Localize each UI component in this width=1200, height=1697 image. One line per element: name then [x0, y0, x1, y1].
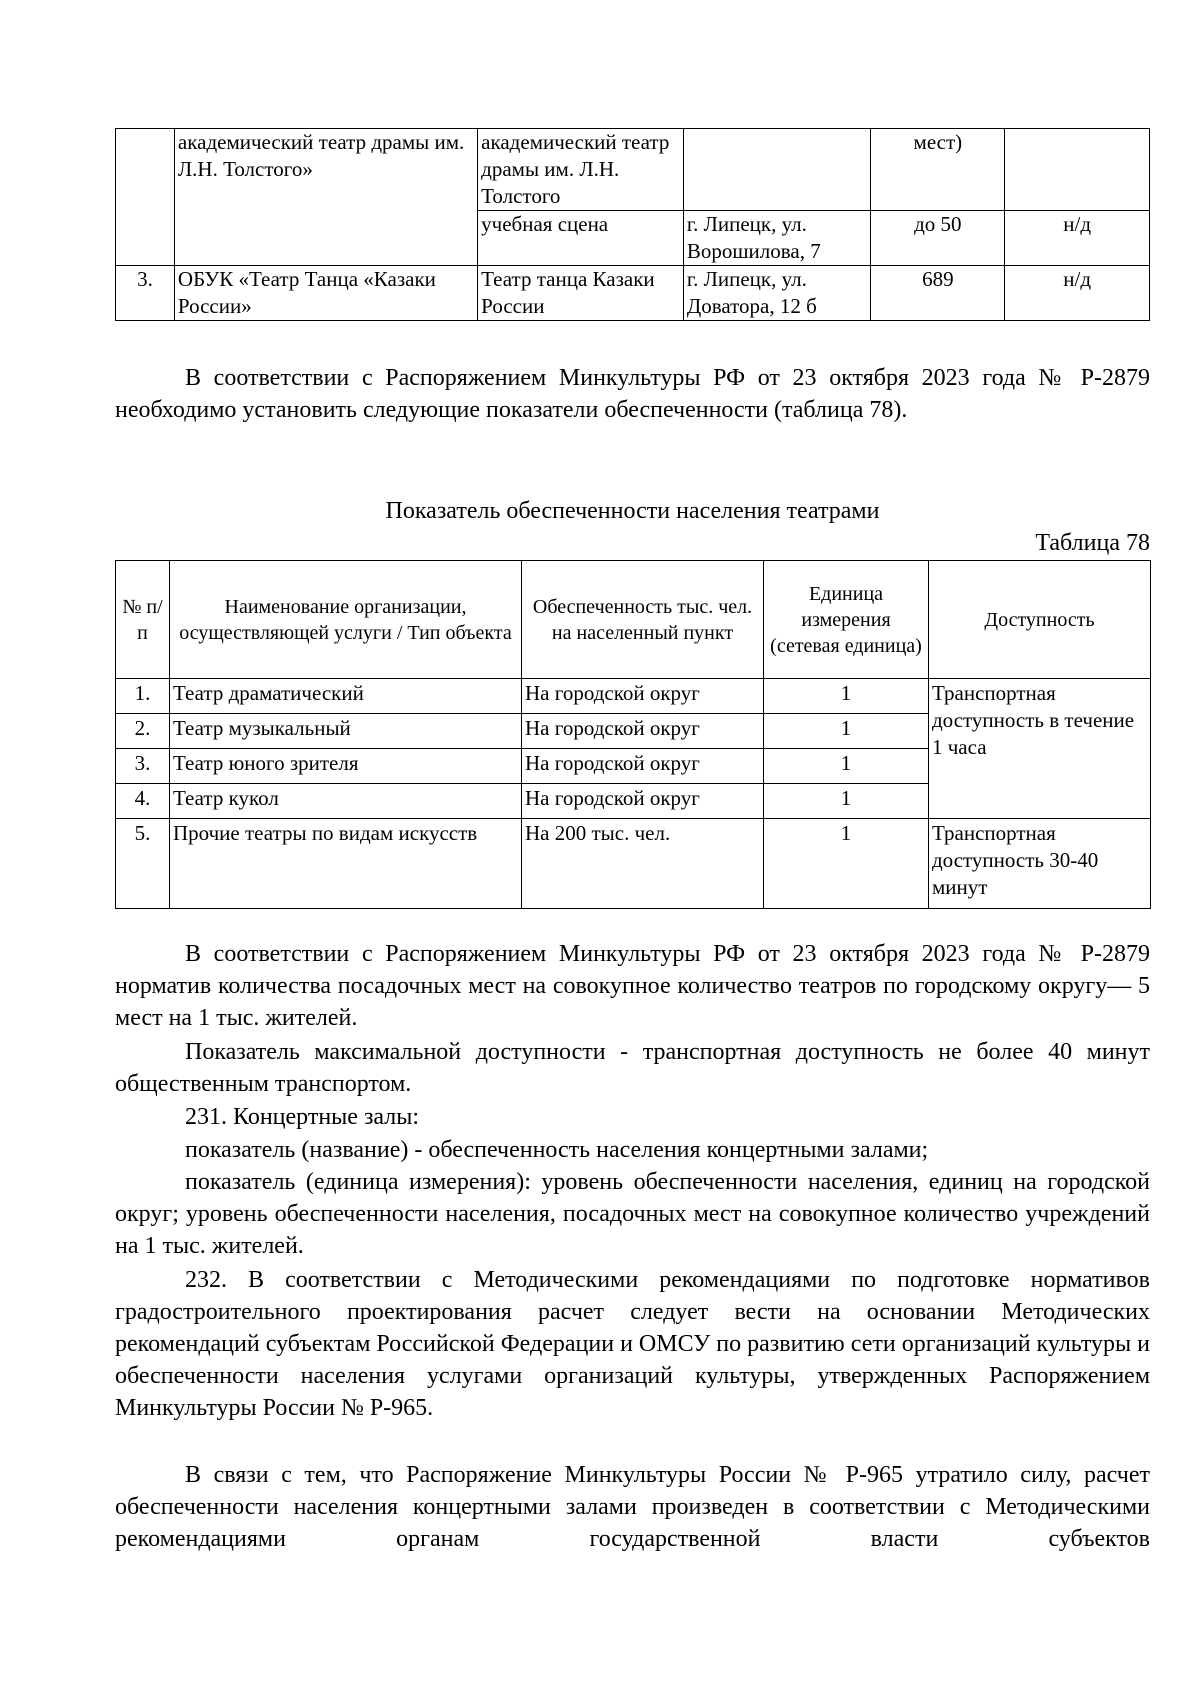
table-row: [116, 819, 1151, 909]
table-row: [116, 266, 1150, 321]
header-access: Доступность: [929, 561, 1151, 679]
cell-unit: 1: [764, 784, 929, 819]
paragraph-6: показатель (единица измерения): уровень обеспеченности населения, единиц на городской округ; уровень обеспеченности населения, посадочных мест на совокупное количество учреждений на 1 тыс. жителей.: [115, 1169, 1150, 1259]
cell-extra: [1005, 129, 1150, 211]
cell-extra: н/д: [1005, 266, 1150, 321]
cell-seats: до 50: [871, 211, 1005, 266]
cell-access-group-2: Транспортная доступность 30-40 минут: [929, 819, 1151, 909]
cell-access-group-1: Транспортная доступность в течение 1 часа: [929, 679, 1151, 819]
header-num: № п/п: [116, 561, 170, 679]
paragraph-1: В соответствии с Распоряжением Минкультуры РФ от 23 октября 2023 года № Р-2879 необходимо установить следующие показатели обеспеченности (таблица 78).: [115, 365, 1150, 423]
cell-address: г. Липецк, ул. Ворошилова, 7: [683, 211, 871, 266]
cell-unit: 1: [764, 819, 929, 909]
paragraph-4: 231. Концертные залы:: [185, 1104, 420, 1130]
cell-seats: 689: [871, 266, 1005, 321]
table-row: [116, 129, 1150, 211]
paragraph-5: показатель (название) - обеспеченность населения концертными залами;: [185, 1137, 929, 1163]
table-number: Таблица 78: [1035, 530, 1150, 556]
table-caption: Показатель обеспеченности населения театрами: [385, 498, 880, 524]
theaters-table-continued: [115, 128, 1150, 321]
cell-name: Прочие театры по видам искусств: [170, 819, 522, 909]
paragraph-2: В соответствии с Распоряжением Минкультуры РФ от 23 октября 2023 года № Р-2879 норматив количества посадочных мест на совокупное количество театров по городскому округу— 5 мест на 1 тыс. жителей.: [115, 941, 1150, 1031]
cell-provision: На городской округ: [522, 679, 764, 714]
cell-num: 2.: [116, 714, 170, 749]
cell-num: 1.: [116, 679, 170, 714]
cell-num: 5.: [116, 819, 170, 909]
cell-provision: На городской округ: [522, 749, 764, 784]
cell-extra: н/д: [1005, 211, 1150, 266]
cell-type: Театр танца Казаки России: [478, 266, 684, 321]
cell-address: [683, 129, 871, 211]
paragraph-8: В связи с тем, что Распоряжение Минкультуры России № Р-965 утратило силу, расчет обеспеченности населения концертными залами произведен в соответствии с Методическими рекомендациями органам государственной власти субъектов: [115, 1462, 1150, 1552]
paragraph-3: Показатель максимальной доступности - транспортная доступность не более 40 минут общественным транспортом.: [115, 1039, 1150, 1097]
cell-name: Театр музыкальный: [170, 714, 522, 749]
cell-provision: На городской округ: [522, 784, 764, 819]
cell-name: Театр кукол: [170, 784, 522, 819]
cell-org: академический театр драмы им. Л.Н. Толстого»: [174, 129, 477, 266]
cell-org: ОБУК «Театр Танца «Казаки России»: [174, 266, 477, 321]
header-name: Наименование организации, осуществляющей услуги / Тип объекта: [170, 561, 522, 679]
cell-num: 3.: [116, 266, 175, 321]
table-row: [116, 679, 1151, 714]
cell-name: Театр юного зрителя: [170, 749, 522, 784]
cell-num: [116, 129, 175, 266]
cell-name: Театр драматический: [170, 679, 522, 714]
header-provision: Обеспеченность тыс. чел. на населенный пункт: [522, 561, 764, 679]
cell-type: учебная сцена: [478, 211, 684, 266]
cell-provision: На городской округ: [522, 714, 764, 749]
cell-unit: 1: [764, 714, 929, 749]
cell-num: 4.: [116, 784, 170, 819]
header-unit: Единица измерения (сетевая единица): [764, 561, 929, 679]
cell-seats: мест): [871, 129, 1005, 211]
cell-num: 3.: [116, 749, 170, 784]
cell-address: г. Липецк, ул. Доватора, 12 б: [683, 266, 871, 321]
cell-unit: 1: [764, 749, 929, 784]
paragraph-7: 232. В соответствии с Методическими рекомендациями по подготовке нормативов градостроительного проектирования расчет следует вести на основании Методических рекомендаций субъектам Российской Федерации и ОМСУ по развитию сети организаций культуры и обеспеченности населения услугами организаций культуры, утвержденных Распоряжением Минкультуры России № Р-965.: [115, 1267, 1150, 1421]
cell-type: академический театр драмы им. Л.Н. Толстого: [478, 129, 684, 211]
table-header-row: [116, 561, 1151, 679]
cell-provision: На 200 тыс. чел.: [522, 819, 764, 909]
provision-table: [115, 560, 1151, 909]
cell-unit: 1: [764, 679, 929, 714]
